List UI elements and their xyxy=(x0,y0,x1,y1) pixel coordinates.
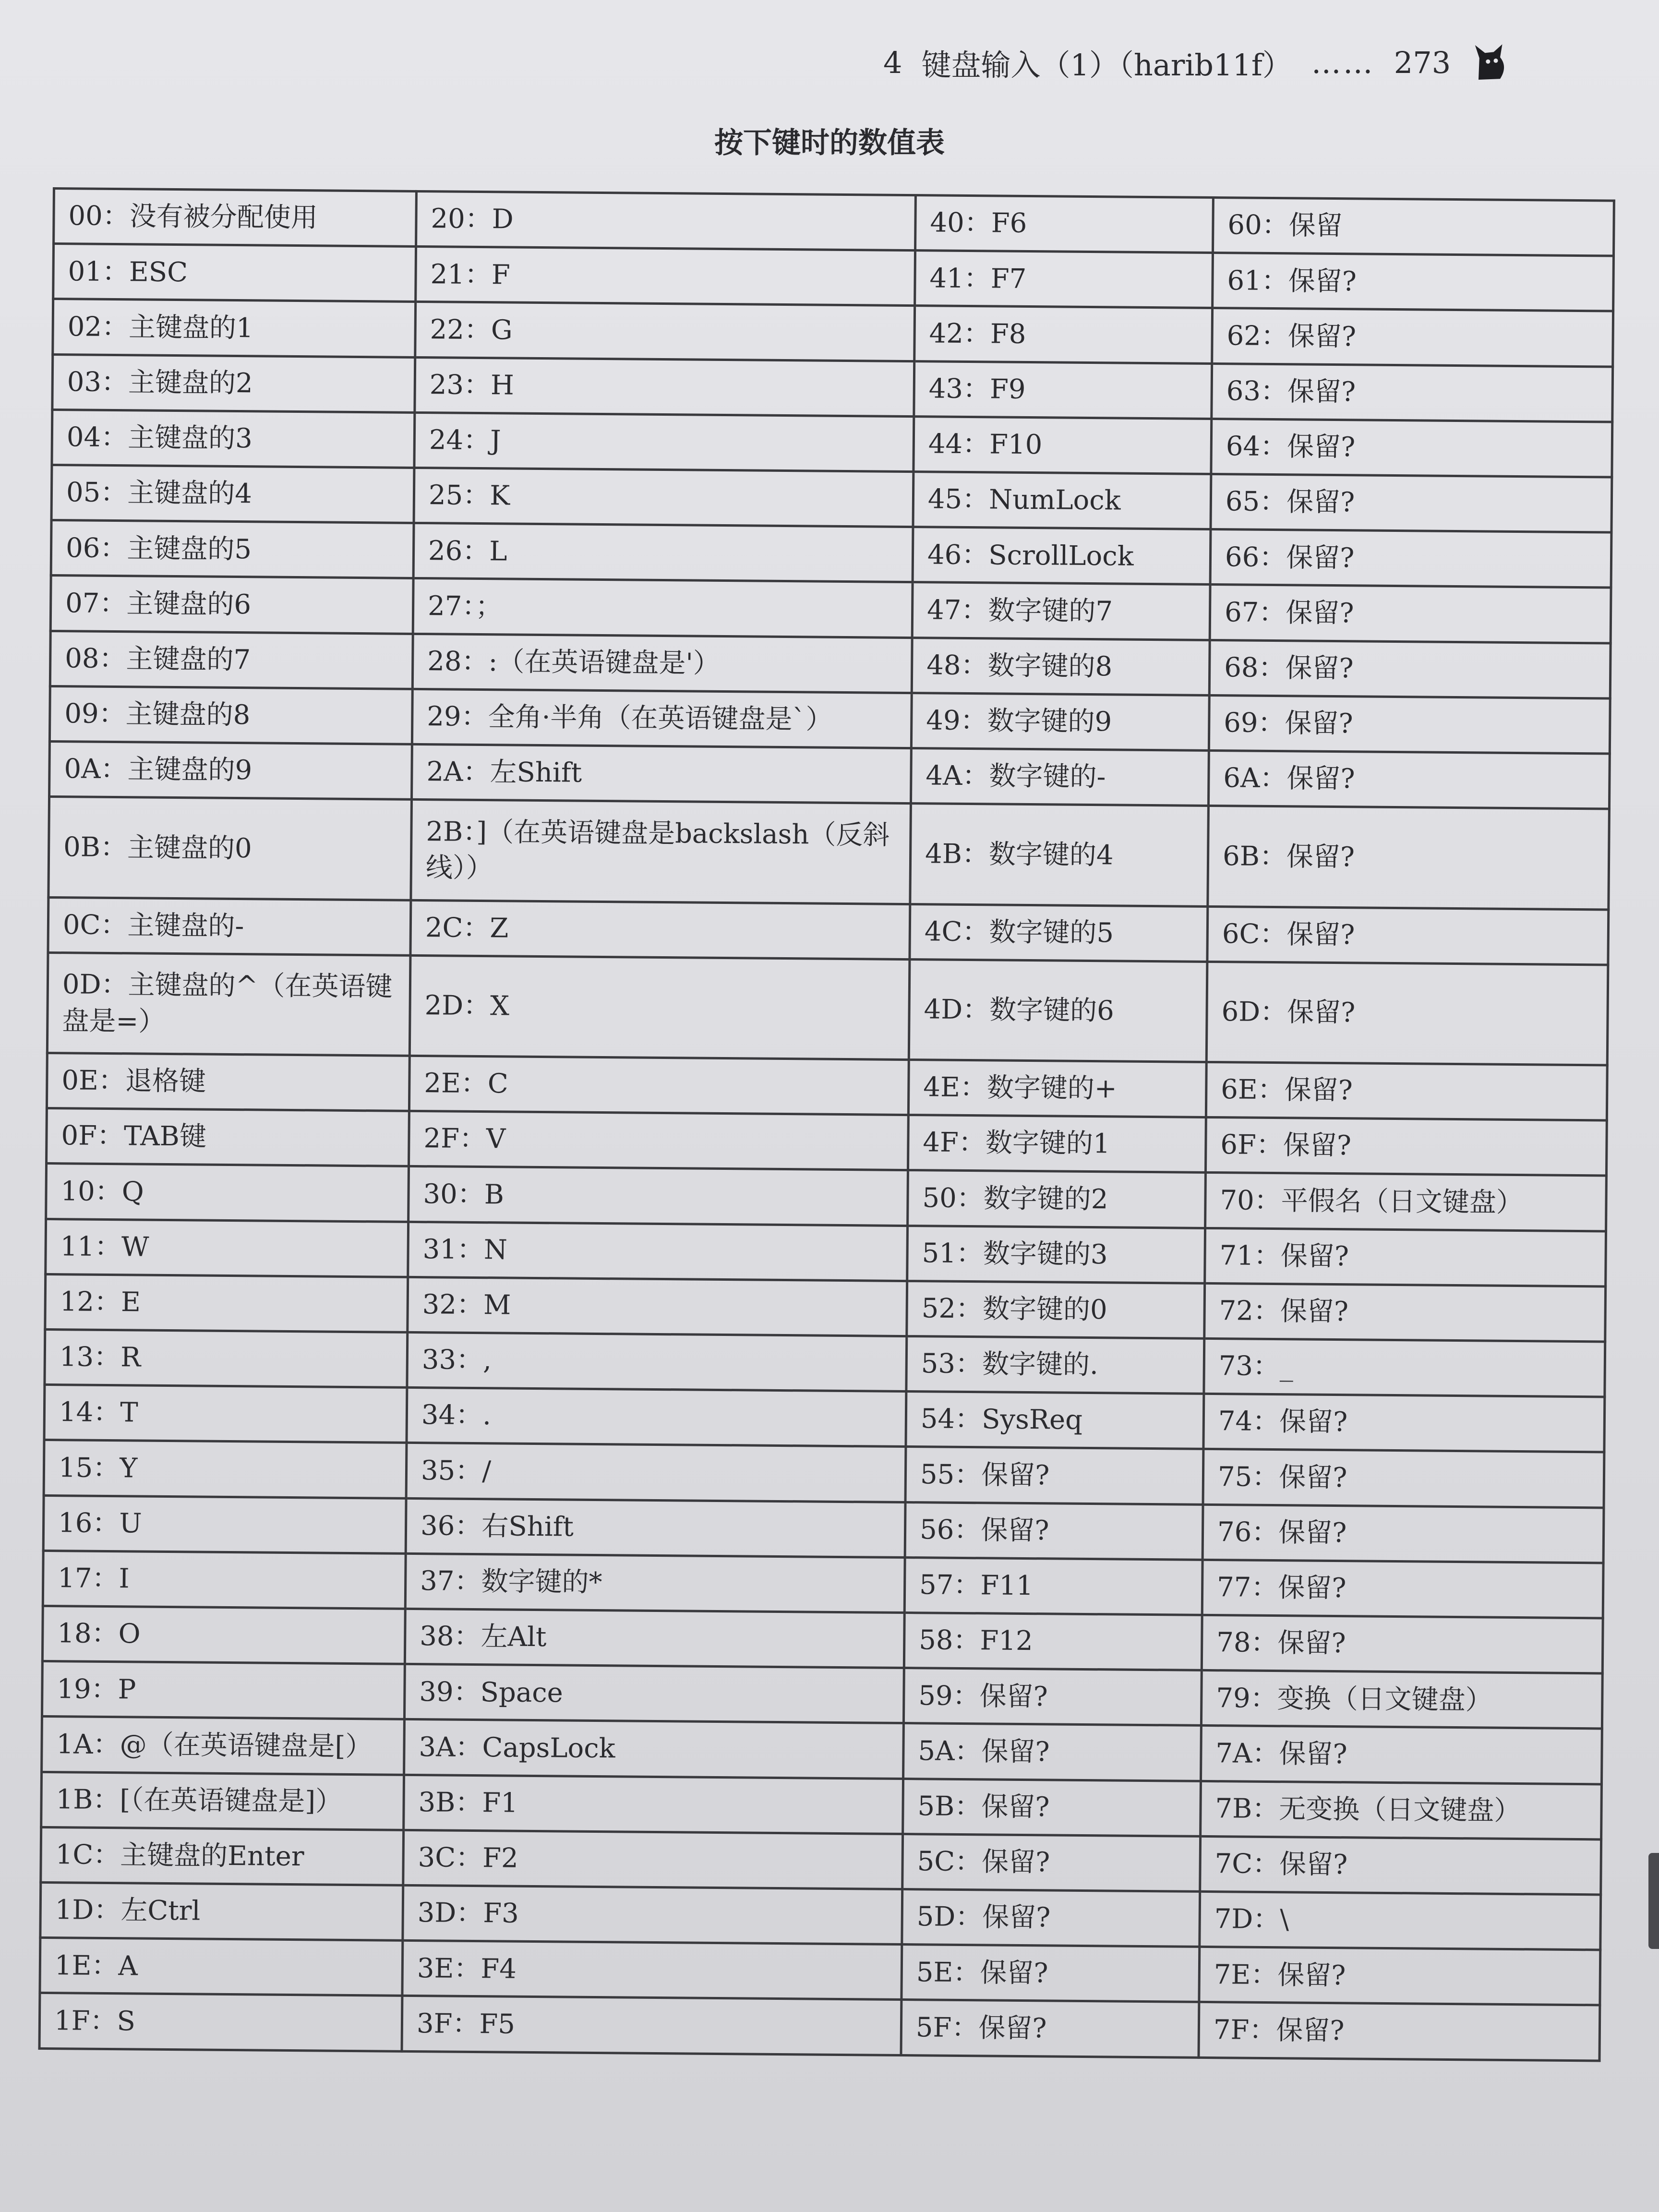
table-cell: 5E：保留? xyxy=(902,1945,1200,2002)
table-cell: 67：保留? xyxy=(1210,585,1611,643)
page-number: 273 xyxy=(1394,45,1451,80)
table-cell: 22：G xyxy=(415,302,915,361)
table-cell: 39：Space xyxy=(404,1664,904,1723)
table-cell: 1E：A xyxy=(40,1938,403,1996)
table-cell: 06：主键盘的5 xyxy=(51,520,414,578)
chapter-title: 键盘输入（1）（harib11f） xyxy=(921,47,1292,83)
table-cell: 3F：F5 xyxy=(402,1996,902,2056)
page-edge-tab xyxy=(1648,1853,1659,1949)
table-cell: 69：保留? xyxy=(1209,695,1610,754)
table-title: 按下键时的数值表 xyxy=(714,126,945,160)
table-cell: 11：W xyxy=(46,1219,409,1277)
table-cell: 02：主键盘的1 xyxy=(53,299,416,357)
table-cell: 7D：\ xyxy=(1200,1891,1601,1950)
key-code-table xyxy=(38,187,1615,2062)
table-cell: 29：全角·半角（在英语键盘是`） xyxy=(412,689,912,748)
table-cell: 32：M xyxy=(408,1277,907,1336)
table-cell: 1A：@（在英语键盘是[） xyxy=(42,1717,405,1775)
table-cell: 33：, xyxy=(407,1332,907,1391)
table-cell: 24：J xyxy=(414,412,914,471)
table-cell: 71：保留? xyxy=(1205,1228,1606,1286)
table-cell: 6B：保留? xyxy=(1208,806,1610,910)
table-cell: 1F：S xyxy=(39,1993,402,2052)
table-cell: 59：保留? xyxy=(903,1668,1202,1726)
table-cell: 01：ESC xyxy=(53,244,416,302)
table-cell: 5A：保留? xyxy=(903,1723,1202,1781)
table-cell: 28：:（在英语键盘是'） xyxy=(412,634,912,693)
table-cell: 16：U xyxy=(43,1495,406,1553)
table-cell: 1C：主键盘的Enter xyxy=(41,1827,404,1885)
table-cell: 12：E xyxy=(45,1274,408,1332)
table-cell: 4F：数字键的1 xyxy=(908,1115,1206,1173)
table-cell: 53：数字键的. xyxy=(906,1336,1204,1394)
table-cell: 70：平假名（日文键盘） xyxy=(1205,1173,1607,1231)
cat-silhouette-icon xyxy=(1470,41,1513,84)
table-cell: 2B：]（在英语键盘是backslash（反斜线）） xyxy=(411,800,911,904)
table-cell: 35：/ xyxy=(406,1443,906,1502)
table-cell: 54：SysReq xyxy=(906,1392,1204,1449)
table-cell: 17：I xyxy=(43,1551,406,1609)
table-cell: 0C：主键盘的- xyxy=(48,897,411,955)
table-cell: 46：ScrollLock xyxy=(913,527,1211,585)
table-cell: 14：T xyxy=(44,1385,407,1443)
table-cell: 38：左Alt xyxy=(405,1609,904,1668)
table-cell: 37：数字键的* xyxy=(405,1553,905,1612)
table-cell: 05：主键盘的4 xyxy=(51,465,414,523)
table-cell: 6A：保留? xyxy=(1208,750,1610,809)
table-cell: 6D：保留? xyxy=(1206,962,1608,1065)
table-cell: 4A：数字键的- xyxy=(911,748,1209,806)
table-cell: 49：数字键的9 xyxy=(911,693,1209,750)
table-row xyxy=(39,1993,1600,2061)
table-cell: 55：保留? xyxy=(905,1447,1203,1504)
table-cell: 5B：保留? xyxy=(903,1779,1201,1836)
table-cell: 07：主键盘的6 xyxy=(50,576,413,634)
table-cell: 00：没有被分配使用 xyxy=(54,189,417,247)
table-cell: 5F：保留? xyxy=(901,2000,1199,2057)
table-cell: 23：H xyxy=(415,357,914,416)
table-cell: 77：保留? xyxy=(1202,1560,1603,1618)
table-cell: 09：主键盘的8 xyxy=(49,686,412,744)
table-cell: 30：B xyxy=(409,1166,908,1226)
table-cell: 3D：F3 xyxy=(403,1885,902,1944)
table-cell: 47：数字键的7 xyxy=(912,582,1210,640)
table-cell: 7F：保留? xyxy=(1199,2002,1600,2061)
table-cell: 7C：保留? xyxy=(1200,1836,1601,1895)
table-cell: 7E：保留? xyxy=(1199,1947,1600,2006)
table-cell: 13：R xyxy=(45,1329,408,1387)
table-cell: 21：F xyxy=(416,247,915,306)
table-cell: 44：F10 xyxy=(914,416,1212,474)
table-cell: 42：F8 xyxy=(914,306,1213,363)
table-cell: 31：N xyxy=(408,1222,908,1281)
table-cell: 3C：F2 xyxy=(403,1830,903,1889)
table-cell: 7A：保留? xyxy=(1201,1726,1602,1784)
table-cell: 4D：数字键的6 xyxy=(909,959,1207,1062)
table-cell: 66：保留? xyxy=(1210,529,1611,588)
table-cell: 4C：数字键的5 xyxy=(910,904,1208,962)
table-cell: 2F：V xyxy=(409,1111,909,1170)
table-cell: 43：F9 xyxy=(914,361,1212,419)
table-cell: 5D：保留? xyxy=(902,1889,1200,1947)
table-cell: 15：Y xyxy=(44,1440,407,1498)
table-cell: 1D：左Ctrl xyxy=(40,1882,403,1940)
table-cell: 18：O xyxy=(42,1606,405,1664)
table-cell: 79：变换（日文键盘） xyxy=(1201,1671,1602,1729)
table-cell: 25：K xyxy=(414,468,914,527)
chapter-number: 4 xyxy=(883,45,902,80)
running-header xyxy=(883,34,1563,91)
table-cell: 0D：主键盘的^（在英语键盘是=） xyxy=(47,952,410,1056)
table-cell: 51：数字键的3 xyxy=(907,1226,1205,1283)
table-cell: 6F：保留? xyxy=(1205,1118,1607,1176)
table-cell: 03：主键盘的2 xyxy=(52,354,415,412)
table-cell: 04：主键盘的3 xyxy=(52,409,415,468)
table-cell: 63：保留? xyxy=(1212,363,1613,422)
table-cell: 60：保留 xyxy=(1213,197,1614,256)
table-row xyxy=(48,797,1610,910)
key-code-table-wrapper xyxy=(38,187,1613,2062)
table-cell: 0E：退格键 xyxy=(47,1053,409,1111)
table-cell: 56：保留? xyxy=(905,1502,1203,1560)
table-cell: 5C：保留? xyxy=(902,1834,1201,1891)
table-cell: 0F：TAB键 xyxy=(47,1108,409,1166)
table-cell: 19：P xyxy=(42,1661,405,1719)
table-cell: 26：L xyxy=(413,523,913,582)
table-cell: 75：保留? xyxy=(1203,1449,1604,1508)
leader-dots: …… xyxy=(1311,45,1375,80)
table-cell: 6E：保留? xyxy=(1206,1062,1607,1120)
table-cell: 2D：X xyxy=(409,955,910,1059)
table-cell: 78：保留? xyxy=(1202,1615,1603,1673)
table-cell: 10：Q xyxy=(46,1164,409,1222)
table-cell: 6C：保留? xyxy=(1207,906,1609,965)
table-cell: 2E：C xyxy=(409,1056,909,1115)
table-cell: 20：D xyxy=(416,191,916,250)
table-cell: 36：右Shift xyxy=(406,1498,905,1557)
table-cell: 4B：数字键的4 xyxy=(910,804,1209,906)
table-cell: 0B：主键盘的0 xyxy=(48,797,412,900)
table-cell: 48：数字键的8 xyxy=(912,637,1210,695)
table-cell: 3E：F4 xyxy=(402,1941,902,2000)
table-cell: 08：主键盘的7 xyxy=(50,631,413,689)
table-cell: 45：NumLock xyxy=(913,472,1211,529)
table-cell: 1B：[（在英语键盘是]） xyxy=(41,1772,404,1830)
table-cell: 0A：主键盘的9 xyxy=(49,742,412,800)
table-cell: 2A：左Shift xyxy=(412,744,912,803)
table-cell: 3A：CapsLock xyxy=(404,1719,904,1779)
table-cell: 52：数字键的0 xyxy=(907,1281,1205,1338)
table-cell: 74：保留? xyxy=(1203,1394,1605,1453)
table-cell: 64：保留? xyxy=(1211,419,1612,477)
table-cell: 50：数字键的2 xyxy=(908,1170,1206,1228)
table-cell: 73：_ xyxy=(1204,1338,1605,1397)
table-cell: 3B：F1 xyxy=(404,1775,903,1834)
table-cell: 76：保留? xyxy=(1202,1504,1604,1563)
table-cell: 4E：数字键的+ xyxy=(908,1060,1206,1118)
table-cell: 34：. xyxy=(407,1388,906,1447)
table-cell: 57：F11 xyxy=(904,1557,1202,1615)
table-row xyxy=(47,952,1608,1065)
table-cell: 65：保留? xyxy=(1211,474,1612,532)
table-cell: 58：F12 xyxy=(904,1613,1202,1671)
table-cell: 72：保留? xyxy=(1204,1283,1606,1342)
table-cell: 40：F6 xyxy=(915,195,1214,253)
table-cell: 2C：Z xyxy=(410,900,910,959)
table-cell: 41：F7 xyxy=(915,251,1213,308)
table-cell: 27：； xyxy=(413,578,913,637)
table-cell: 68：保留? xyxy=(1209,640,1611,698)
table-cell: 7B：无变换（日文键盘） xyxy=(1201,1781,1602,1839)
table-cell: 61：保留? xyxy=(1213,253,1614,312)
table-cell: 62：保留? xyxy=(1212,308,1613,367)
